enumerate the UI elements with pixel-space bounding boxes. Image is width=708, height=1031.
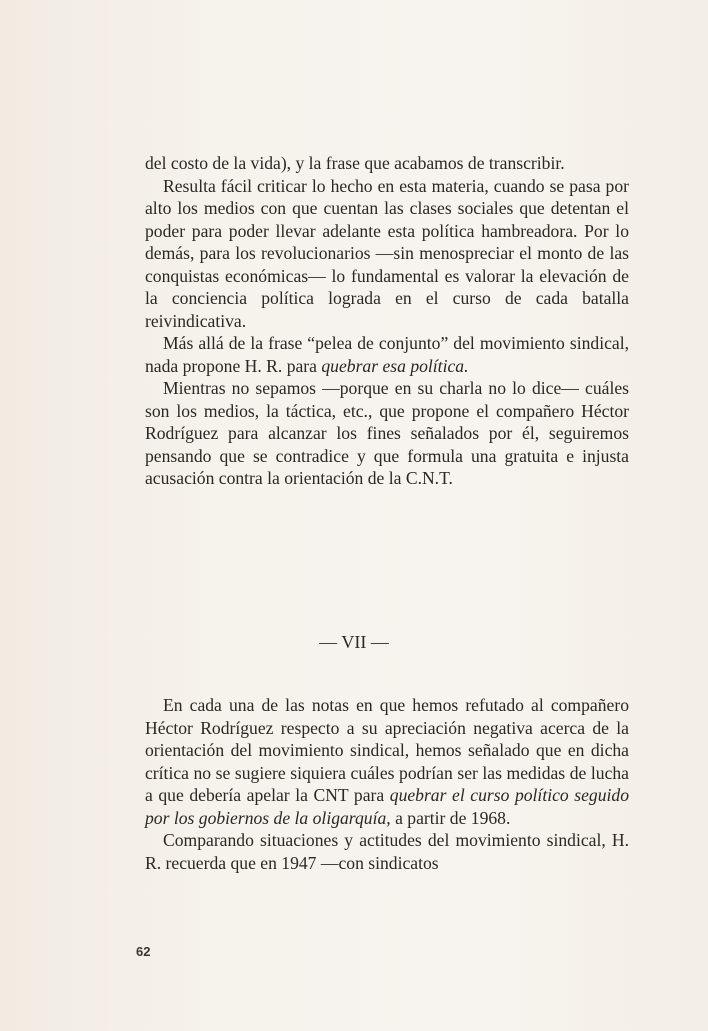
paragraph-sindical-phrase [145, 332, 629, 377]
page-number: 62 [136, 944, 151, 959]
emphasized-phrase: quebrar esa política. [321, 355, 469, 376]
paragraph-sindical-phrase-text: Más allá de la frase “pelea de conjunto” del movimiento sindical, nada propone H. R. para [145, 333, 629, 376]
lower-text-block [145, 694, 629, 874]
emphasized-phrase-oligarquia: quebrar el curso político seguido por los gobiernos de la oligarquía, [145, 785, 629, 828]
paragraph-criticism: Resulta fácil criticar lo hecho en esta materia, cuando se pasa por alto los medios con que cuentan las clases sociales que detentan el poder para poder llevar adelante esta política hambreadora. Por lo demás, para los revolucionarios —sin menospreciar el monto de las conquistas económicas— lo fundamental es valorar la elevación de la conciencia política lograda en el curso de cada batalla reivindicativa. [145, 175, 629, 331]
paragraph-refutation-end: a partir de 1968. [390, 807, 511, 828]
paragraph-refutation-text: En cada una de las notas en que hemos refutado al compañero Héctor Rodríguez respecto a su apreciación negativa acerca de la orientación del movimiento sindical, hemos señalado que en dicha crítica no se sugiere siquiera cuáles podrían ser las medidas de lucha a que debería apelar la CNT para [145, 695, 629, 805]
section-heading: — VII — [319, 632, 389, 652]
upper-text-block [145, 152, 629, 490]
paragraph-refutation [145, 694, 629, 829]
paragraph-continuation: del costo de la vida), y la frase que acabamos de transcribir. [145, 153, 565, 173]
paragraph-comparison: Comparando situaciones y actitudes del movimiento sindical, H. R. recuerda que en 1947 —con sindicatos [145, 830, 629, 873]
paragraph-accusation: Mientras no sepamos —porque en su charla no lo dice— cuáles son los medios, la táctica, etc., que propone el compañero Héctor Rodríguez para alcanzar los fines señalados por él, seguiremos pensando que se contradice y que formula una gratuita e injusta acusación contra la orientación de la C.N.T. [145, 378, 629, 488]
